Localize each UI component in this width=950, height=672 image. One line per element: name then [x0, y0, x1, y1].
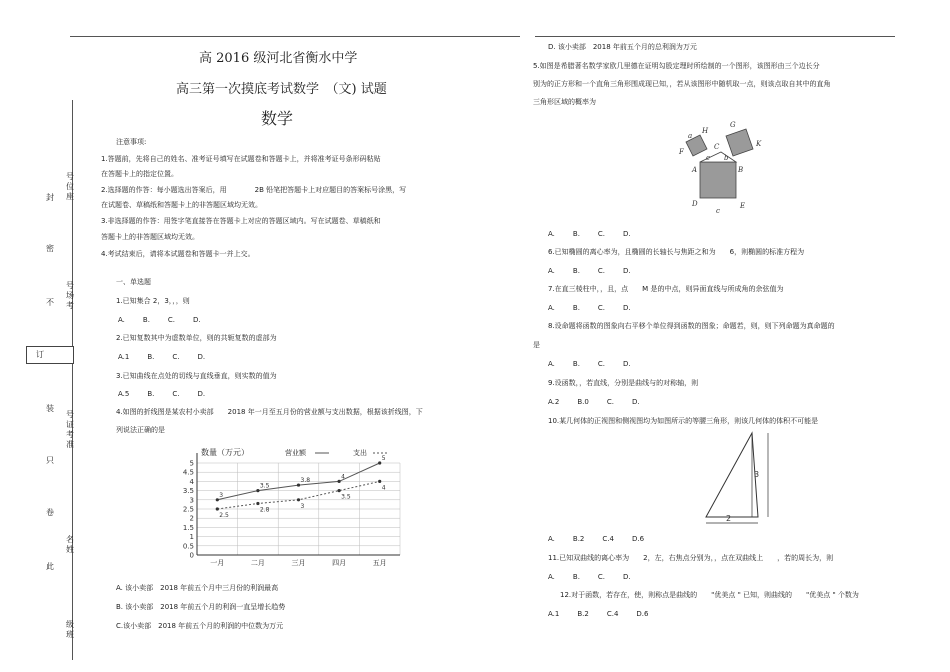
top-rule-left — [70, 36, 520, 37]
option: B. — [572, 304, 580, 312]
option: B. — [572, 230, 580, 238]
notice-line: 3.非选择题的作答：用签字笔直接答在答题卡上对应的答题区域内。写在试题卷、草稿纸和 — [101, 217, 381, 225]
question-4-option-a: A. 该小卖部 2018 年前五个月中三月份的利润最高 — [116, 584, 279, 592]
option: A.5 — [118, 390, 130, 398]
option: B. — [572, 360, 580, 368]
option: A. — [548, 230, 555, 238]
square-c — [700, 162, 736, 198]
notice-line: 2.选择题的作答：每小题选出答案后，用 2B 铅笔把答题卡上对应题目的答案标号涂黑，写 — [101, 186, 407, 194]
notice-line: 1.答题前，先将自己的姓名、准考证号填写在试题卷和答题卡上，并将准考证号条形码粘贴 — [101, 155, 381, 163]
label-E: E — [740, 202, 746, 210]
binding-label-room: 号场考 — [66, 281, 74, 310]
question-5-cont: 三角形区域的概率为 — [533, 98, 596, 106]
question-11: 11.已知双曲线的离心率为 2，左，右焦点分别为，，点在双曲线上 ，若的周长为，则 — [548, 554, 834, 562]
triangle — [706, 433, 758, 517]
question-8-options — [548, 360, 649, 369]
label-A: A — [692, 166, 698, 174]
label-b: b — [724, 154, 729, 162]
option: B.2 — [572, 535, 585, 543]
binding-label-feng: 封 — [46, 193, 54, 202]
option: A.1 — [548, 610, 560, 618]
question-4: 4.如图的折线图是某农村小卖部 2018 年一月至五月份的营业额与支出数据，根据该折线图，下 — [116, 408, 423, 416]
binding-label-seat: 号位座 — [66, 172, 74, 201]
y-tick-label: 1 — [189, 533, 194, 542]
y-tick-label: 0 — [189, 551, 194, 560]
height-label: 3 — [754, 470, 760, 479]
section-heading: 一、单选题 — [116, 278, 151, 286]
exam-title: 高 2016 级河北省衡水中学 — [199, 51, 358, 66]
label-K: K — [756, 140, 762, 148]
option: D. — [623, 230, 631, 238]
y-tick-label: 4 — [189, 477, 194, 486]
option: B.0 — [577, 398, 589, 406]
binding-label-juan: 卷 — [46, 508, 54, 517]
data-label: 2.8 — [259, 506, 270, 514]
y-tick-label: 2.5 — [182, 505, 194, 514]
label-B: B — [738, 166, 744, 174]
option: C.4 — [602, 535, 614, 543]
option: C. — [167, 316, 176, 324]
binding-label-name: 名姓 — [66, 535, 74, 554]
notice-line: 答题卡上的非答题区域均无效。 — [101, 233, 199, 241]
data-label: 3.8 — [300, 477, 311, 485]
question-3-options — [118, 390, 223, 399]
question-10-options — [548, 535, 662, 544]
option: D. — [623, 267, 631, 275]
data-label: 3.5 — [259, 482, 270, 490]
binding-label-class: 级班 — [66, 620, 74, 639]
exam-subtitle: 高三第一次摸底考试数学 （文) 试题 — [176, 82, 387, 97]
question-8-cont: 是 — [533, 341, 540, 349]
option: D. — [623, 304, 631, 312]
option: A. — [548, 535, 555, 543]
option: A.1 — [118, 353, 130, 361]
question-12: 12.对于函数，若存在，使，则称点是曲线的 "优美点 " 已知，则曲线的 "优美点 " 个数为 — [560, 591, 859, 599]
data-label: 3 — [300, 502, 305, 510]
notice-line: 4.考试结束后，请将本试题卷和答题卡一并上交。 — [101, 250, 255, 258]
data-label: 4 — [341, 473, 345, 481]
option: D. — [197, 353, 206, 361]
label-H: H — [702, 127, 709, 135]
question-7-options — [548, 304, 649, 313]
question-4-option-b: B. 该小卖部 2018 年前五个月的利润一直呈增长趋势 — [116, 603, 286, 611]
data-point — [256, 502, 259, 505]
question-4-option-c: C.该小卖部 2018 年前五个月的利润的中位数为万元 — [116, 622, 284, 630]
option: A.2 — [548, 398, 560, 406]
question-3: 3.已知曲线在点处的切线与直线垂直，则实数的值为 — [116, 372, 277, 380]
question-12-options — [548, 610, 667, 619]
option: B. — [147, 353, 155, 361]
option: A. — [548, 573, 555, 581]
option: C. — [172, 353, 180, 361]
question-9-options — [548, 398, 658, 407]
question-5: 5.如图是希腊著名数学家欧几里德在证明勾股定理时所绘制的一个图形，该图形由三个边长分 — [533, 62, 820, 70]
binding-label-ci: 此 — [46, 562, 54, 571]
binding-label-zhi: 只 — [46, 456, 54, 465]
legend-label-expense: 支出 — [353, 449, 367, 457]
option: B. — [147, 390, 155, 398]
data-label: 3 — [219, 491, 224, 499]
binding-label-examid: 号证考准 — [66, 410, 74, 449]
option: B. — [142, 316, 150, 324]
option: C. — [597, 267, 606, 275]
option: D.6 — [631, 535, 645, 543]
option: B. — [572, 573, 580, 581]
legend-label-income: 营业额 — [285, 449, 306, 457]
option: D. — [631, 398, 640, 406]
option: C. — [172, 390, 180, 398]
y-axis-label: 数量（万元） — [201, 448, 249, 457]
y-tick-label: 1.5 — [182, 523, 194, 532]
question-2: 2.已知复数其中为虚数单位，则的共轭复数的虚部为 — [116, 334, 277, 342]
question-2-options — [118, 353, 223, 362]
question-7: 7.在直三棱柱中，，且，点 M 是的中点，则异面直线与所成角的余弦值为 — [548, 285, 784, 293]
x-tick-label: 三月 — [291, 559, 306, 567]
x-tick-label: 五月 — [372, 559, 387, 567]
question-8: 8.设命题将函数的图象向右平移个单位得到函数的图象；命题若，则，则下列命题为真命题的 — [548, 322, 835, 330]
option: B.2 — [577, 610, 589, 618]
label-F: F — [679, 148, 684, 156]
data-label: 2.5 — [219, 512, 229, 519]
y-tick-label: 3 — [189, 496, 194, 505]
top-rule-right — [535, 36, 895, 37]
option: A. — [548, 360, 555, 368]
option: C. — [597, 230, 606, 238]
data-label: 3.5 — [341, 493, 351, 501]
square-b — [726, 129, 753, 156]
option: D. — [623, 573, 631, 581]
x-tick-label: 一月 — [210, 559, 225, 567]
option: C. — [597, 573, 606, 581]
option: D.6 — [636, 610, 649, 618]
line-chart — [175, 443, 415, 575]
pythagoras-figure — [676, 116, 768, 218]
x-tick-label: 二月 — [250, 559, 265, 567]
option: A. — [548, 304, 555, 312]
option: D. — [193, 316, 201, 324]
question-6: 6.已知椭圆的离心率为，且椭圆的长轴长与焦距之和为 6，则椭圆的标准方程为 — [548, 248, 805, 256]
option: B. — [572, 267, 580, 275]
option: C. — [597, 304, 606, 312]
option: C. — [597, 360, 606, 368]
subject-title: 数学 — [261, 109, 294, 128]
label-a: a — [688, 132, 693, 140]
question-1: 1.已知集合 2，3，，，则 — [116, 297, 190, 305]
data-point — [297, 498, 300, 501]
option: D. — [197, 390, 206, 398]
question-11-options — [548, 573, 649, 582]
data-point — [216, 507, 219, 510]
option: A. — [118, 316, 125, 324]
data-point — [378, 480, 381, 483]
x-tick-label: 四月 — [332, 559, 347, 567]
option: C. — [606, 398, 614, 406]
question-10: 10.某几何体的正视图和侧视图均为如图所示的等腰三角形，则该几何体的体积不可能是 — [548, 417, 819, 425]
notice-head: 注意事项: — [116, 138, 147, 146]
label-c-bottom: c — [716, 207, 720, 215]
y-tick-label: 2 — [189, 514, 194, 523]
y-tick-label: 5 — [189, 459, 194, 468]
y-tick-label: 0.5 — [182, 542, 194, 551]
binding-label-mi: 密 — [46, 244, 54, 253]
question-6-options — [548, 267, 649, 276]
label-C: C — [714, 143, 720, 151]
option: A. — [548, 267, 555, 275]
data-label: 5 — [381, 455, 386, 462]
question-4-option-d: D. 该小卖部 2018 年前五个月的总利润为万元 — [548, 43, 697, 51]
label-c: c — [706, 154, 710, 162]
binding-label-zhuang: 装 — [46, 404, 54, 413]
question-5-options — [548, 230, 649, 239]
binding-label-ding: 订 — [36, 350, 44, 359]
notice-line: 在答题卡上的指定位置。 — [101, 170, 178, 178]
label-G: G — [730, 121, 736, 129]
question-4-cont: 列说法正确的是 — [116, 426, 165, 434]
question-5-cont: 别为的正方形和一个直角三角形围成现已知，，若从该图形中随机取一点，则该点取自其中的直角 — [533, 80, 831, 88]
data-label: 4 — [381, 484, 386, 492]
label-D: D — [692, 200, 698, 208]
option: C.4 — [606, 610, 619, 618]
option: D. — [623, 360, 631, 368]
y-tick-label: 4.5 — [182, 468, 194, 477]
isosceles-triangle-figure — [698, 429, 778, 527]
notice-line: 在试题卷、草稿纸和答题卡上的非答题区域均无效。 — [101, 201, 262, 209]
question-9: 9.设函数，，若直线，分别是曲线与的对称轴，则 — [548, 379, 699, 387]
y-tick-label: 3.5 — [182, 487, 194, 496]
base-label: 2 — [726, 514, 732, 523]
data-point — [338, 489, 341, 492]
question-1-options — [118, 316, 219, 325]
binding-label-bu: 不 — [46, 298, 54, 307]
